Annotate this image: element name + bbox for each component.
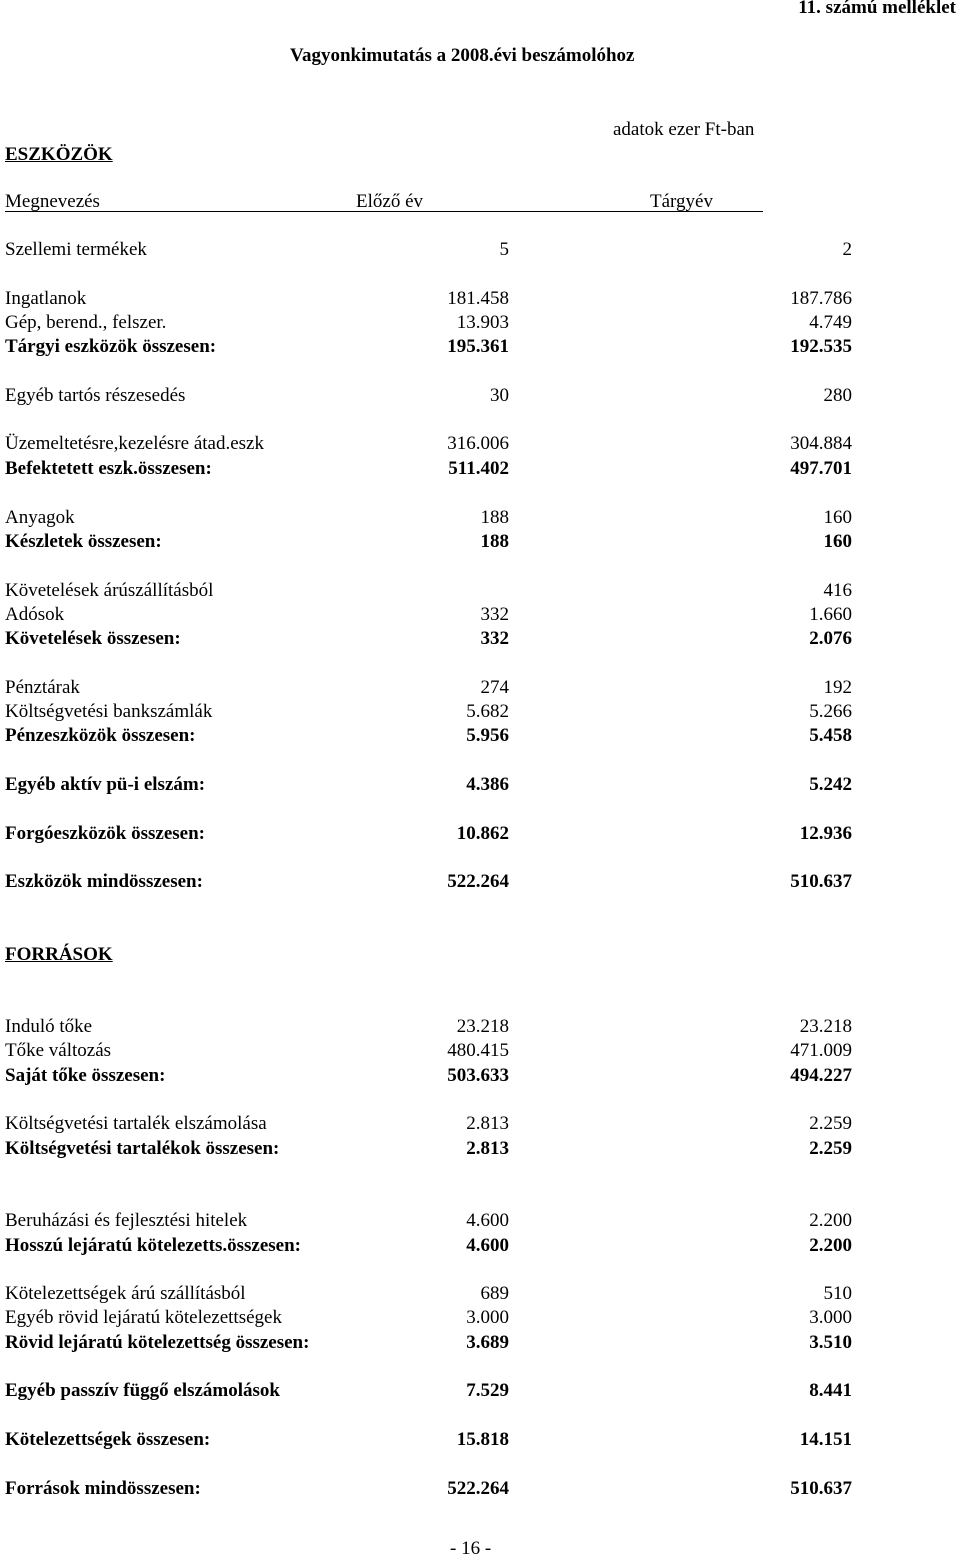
row-label: Saját tőke összesen: [5, 1065, 166, 1086]
row-current-year-value: 4.749 [809, 312, 852, 333]
row-current-year-value: 5.266 [809, 701, 852, 722]
row-prev-year-value: 23.218 [456, 1016, 509, 1037]
row-label: Költségvetési tartalékok összesen: [5, 1138, 280, 1159]
annex-label: 11. számú melléklet [798, 0, 956, 18]
row-prev-year-value: 5 [499, 239, 509, 260]
row-prev-year-value: 274 [480, 677, 509, 698]
row-label: Rövid lejáratú kötelezettség összesen: [5, 1332, 310, 1353]
row-label: Üzemeltetésre,kezelésre átad.eszk [5, 433, 264, 454]
row-label: Egyéb passzív függő elszámolások [5, 1380, 280, 1401]
row-prev-year-value: 15.818 [456, 1429, 509, 1450]
table-row [0, 1039, 960, 1063]
row-label: Beruházási és fejlesztési hitelek [5, 1210, 248, 1231]
row-prev-year-value: 332 [480, 628, 509, 649]
row-label: Ingatlanok [5, 288, 87, 309]
row-label: Készletek összesen: [5, 531, 162, 552]
row-label: Eszközök mindösszesen: [5, 871, 203, 892]
table-row [0, 822, 960, 846]
table-row [0, 1282, 960, 1306]
table-row [0, 700, 960, 724]
row-current-year-value: 2.200 [809, 1210, 852, 1231]
table-row [0, 238, 960, 262]
row-label: Befektetett eszk.összesen: [5, 458, 212, 479]
row-label: Követelések összesen: [5, 628, 181, 649]
column-header-name: Megnevezés [5, 191, 100, 212]
row-current-year-value: 2.076 [809, 628, 852, 649]
row-current-year-value: 2.200 [809, 1235, 852, 1256]
row-current-year-value: 1.660 [809, 604, 852, 625]
row-prev-year-value: 3.689 [466, 1332, 509, 1353]
table-row [0, 724, 960, 748]
row-current-year-value: 497.701 [790, 458, 852, 479]
row-prev-year-value: 188 [480, 507, 509, 528]
units-note: adatok ezer Ft-ban [613, 119, 755, 140]
row-prev-year-value: 4.600 [466, 1210, 509, 1231]
table-row [0, 1137, 960, 1161]
row-current-year-value: 280 [823, 385, 852, 406]
row-label: Tárgyi eszközök összesen: [5, 336, 217, 357]
row-current-year-value: 14.151 [799, 1429, 852, 1450]
table-row [0, 506, 960, 530]
table-row [0, 530, 960, 554]
row-prev-year-value: 4.386 [466, 774, 509, 795]
table-row [0, 1234, 960, 1258]
row-prev-year-value: 3.000 [466, 1307, 509, 1328]
row-current-year-value: 304.884 [790, 433, 852, 454]
row-current-year-value: 23.218 [799, 1016, 852, 1037]
table-row [0, 773, 960, 797]
row-prev-year-value: 5.682 [466, 701, 509, 722]
row-current-year-value: 192.535 [790, 336, 852, 357]
row-current-year-value: 5.242 [809, 774, 852, 795]
row-current-year-value: 3.510 [809, 1332, 852, 1353]
row-label: Anyagok [5, 507, 75, 528]
table-row [0, 870, 960, 894]
row-label: Költségvetési bankszámlák [5, 701, 213, 722]
row-prev-year-value: 30 [490, 385, 509, 406]
row-current-year-value: 2.259 [809, 1113, 852, 1134]
column-header-prev: Előző év [356, 191, 424, 212]
row-current-year-value: 12.936 [799, 823, 852, 844]
row-label: Tőke változás [5, 1040, 112, 1061]
table-row [0, 432, 960, 456]
row-label: Pénzeszközök összesen: [5, 725, 196, 746]
row-label: Induló tőke [5, 1016, 93, 1037]
table-row [0, 384, 960, 408]
row-label: Egyéb tartós részesedés [5, 385, 186, 406]
row-current-year-value: 416 [823, 580, 852, 601]
row-current-year-value: 494.227 [790, 1065, 852, 1086]
assets-heading: ESZKÖZÖK [5, 144, 113, 165]
row-prev-year-value: 10.862 [456, 823, 509, 844]
row-current-year-value: 8.441 [809, 1380, 852, 1401]
table-row [0, 457, 960, 481]
row-prev-year-value: 181.458 [447, 288, 509, 309]
table-row [0, 1379, 960, 1403]
row-current-year-value: 187.786 [790, 288, 852, 309]
row-prev-year-value: 195.361 [447, 336, 509, 357]
row-label: Egyéb aktív pü-i elszám: [5, 774, 206, 795]
row-current-year-value: 192 [823, 677, 852, 698]
row-current-year-value: 510 [823, 1283, 852, 1304]
row-current-year-value: 3.000 [809, 1307, 852, 1328]
row-current-year-value: 2 [842, 239, 852, 260]
row-prev-year-value: 2.813 [466, 1113, 509, 1134]
row-prev-year-value: 316.006 [447, 433, 509, 454]
table-row [0, 311, 960, 335]
table-row [0, 1209, 960, 1233]
table-row [0, 1331, 960, 1355]
row-current-year-value: 2.259 [809, 1138, 852, 1159]
row-label: Költségvetési tartalék elszámolása [5, 1113, 267, 1134]
row-label: Kötelezettségek összesen: [5, 1429, 211, 1450]
row-label: Gép, berend., felszer. [5, 312, 167, 333]
sources-heading: FORRÁSOK [5, 944, 113, 965]
row-prev-year-value: 5.956 [466, 725, 509, 746]
table-row [0, 1428, 960, 1452]
row-label: Adósok [5, 604, 65, 625]
row-current-year-value: 5.458 [809, 725, 852, 746]
row-prev-year-value: 332 [480, 604, 509, 625]
table-row [0, 335, 960, 359]
row-prev-year-value: 188 [480, 531, 509, 552]
row-label: Követelések árúszállításból [5, 580, 214, 601]
table-row [0, 1477, 960, 1501]
row-prev-year-value: 503.633 [447, 1065, 509, 1086]
row-label: Forgóeszközök összesen: [5, 823, 205, 844]
table-row [0, 627, 960, 651]
table-row [0, 1015, 960, 1039]
table-row [0, 579, 960, 603]
table-row [0, 287, 960, 311]
row-prev-year-value: 13.903 [456, 312, 509, 333]
row-label: Hosszú lejáratú kötelezetts.összesen: [5, 1235, 302, 1256]
row-prev-year-value: 7.529 [466, 1380, 509, 1401]
row-prev-year-value: 480.415 [447, 1040, 509, 1061]
page-title: Vagyonkimutatás a 2008.évi beszámolóhoz [290, 45, 635, 66]
row-current-year-value: 160 [823, 531, 852, 552]
page-number: - 16 - [450, 1538, 492, 1559]
row-current-year-value: 160 [823, 507, 852, 528]
table-row [0, 1064, 960, 1088]
table-row [0, 1306, 960, 1330]
row-prev-year-value: 522.264 [447, 871, 509, 892]
row-current-year-value: 471.009 [790, 1040, 852, 1061]
table-row [0, 603, 960, 627]
row-label: Egyéb rövid lejáratú kötelezettségek [5, 1307, 282, 1328]
row-label: Kötelezettségek árú szállításból [5, 1283, 246, 1304]
row-prev-year-value: 689 [480, 1283, 509, 1304]
row-label: Szellemi termékek [5, 239, 147, 260]
row-prev-year-value: 2.813 [466, 1138, 509, 1159]
row-prev-year-value: 4.600 [466, 1235, 509, 1256]
table-row [0, 676, 960, 700]
row-label: Források mindösszesen: [5, 1478, 201, 1499]
column-header-curr: Tárgyév [650, 191, 713, 212]
row-prev-year-value: 511.402 [448, 458, 509, 479]
row-current-year-value: 510.637 [790, 871, 852, 892]
row-prev-year-value: 522.264 [447, 1478, 509, 1499]
row-current-year-value: 510.637 [790, 1478, 852, 1499]
table-row [0, 1112, 960, 1136]
row-label: Pénztárak [5, 677, 80, 698]
